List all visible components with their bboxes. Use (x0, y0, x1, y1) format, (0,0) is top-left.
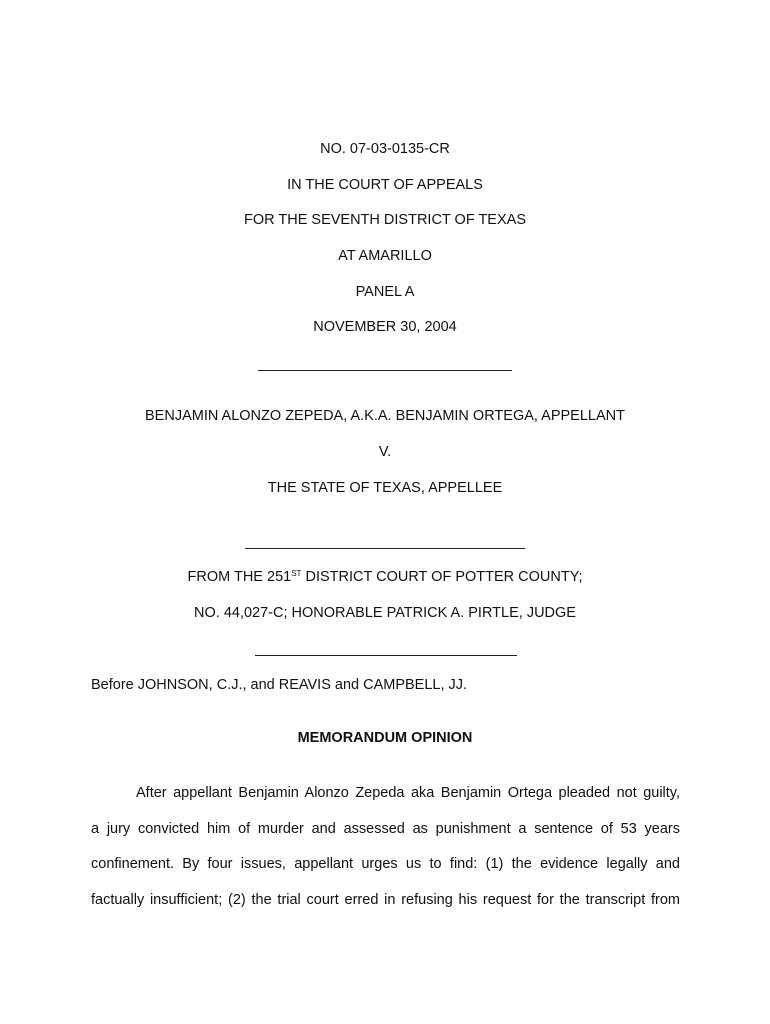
court-name: IN THE COURT OF APPEALS (287, 177, 483, 193)
appellant-name: BENJAMIN ALONZO ZEPEDA, A.K.A. BENJAMIN ORTEGA, APPELLANT (145, 408, 625, 424)
body-line: factually insufficient; (2) the trial court erred in refusing his request for the transcript from (91, 892, 680, 908)
trial-court-suffix: DISTRICT COURT OF POTTER COUNTY; (301, 569, 583, 585)
trial-court-prefix: FROM THE 251 (187, 569, 292, 585)
panel-justices: Before JOHNSON, C.J., and REAVIS and CAMPBELL, JJ. (91, 677, 468, 693)
opinion-date: NOVEMBER 30, 2004 (313, 319, 457, 335)
district-name: FOR THE SEVENTH DISTRICT OF TEXAS (244, 212, 526, 228)
opinion-title: MEMORANDUM OPINION (297, 730, 473, 746)
body-line: a jury convicted him of murder and assessed as punishment a sentence of 53 years (91, 821, 680, 837)
trial-court-line (0, 568, 770, 586)
appellee-name: THE STATE OF TEXAS, APPELLEE (267, 480, 503, 496)
court-location: AT AMARILLO (338, 248, 432, 264)
divider-rule-1 (258, 370, 512, 371)
versus-label: V. (378, 444, 392, 460)
trial-case-and-judge: NO. 44,027-C; HONORABLE PATRICK A. PIRTLE, JUDGE (194, 605, 576, 621)
case-number: NO. 07-03-0135-CR (320, 141, 450, 157)
panel-label: PANEL A (355, 284, 415, 300)
body-line: After appellant Benjamin Alonzo Zepeda aka Benjamin Ortega pleaded not guilty, (136, 785, 680, 801)
divider-rule-3 (255, 655, 517, 656)
body-line: confinement. By four issues, appellant urges us to find: (1) the evidence legally and (91, 856, 680, 872)
divider-rule-2 (245, 548, 525, 549)
ordinal-suffix: ST (291, 569, 302, 578)
